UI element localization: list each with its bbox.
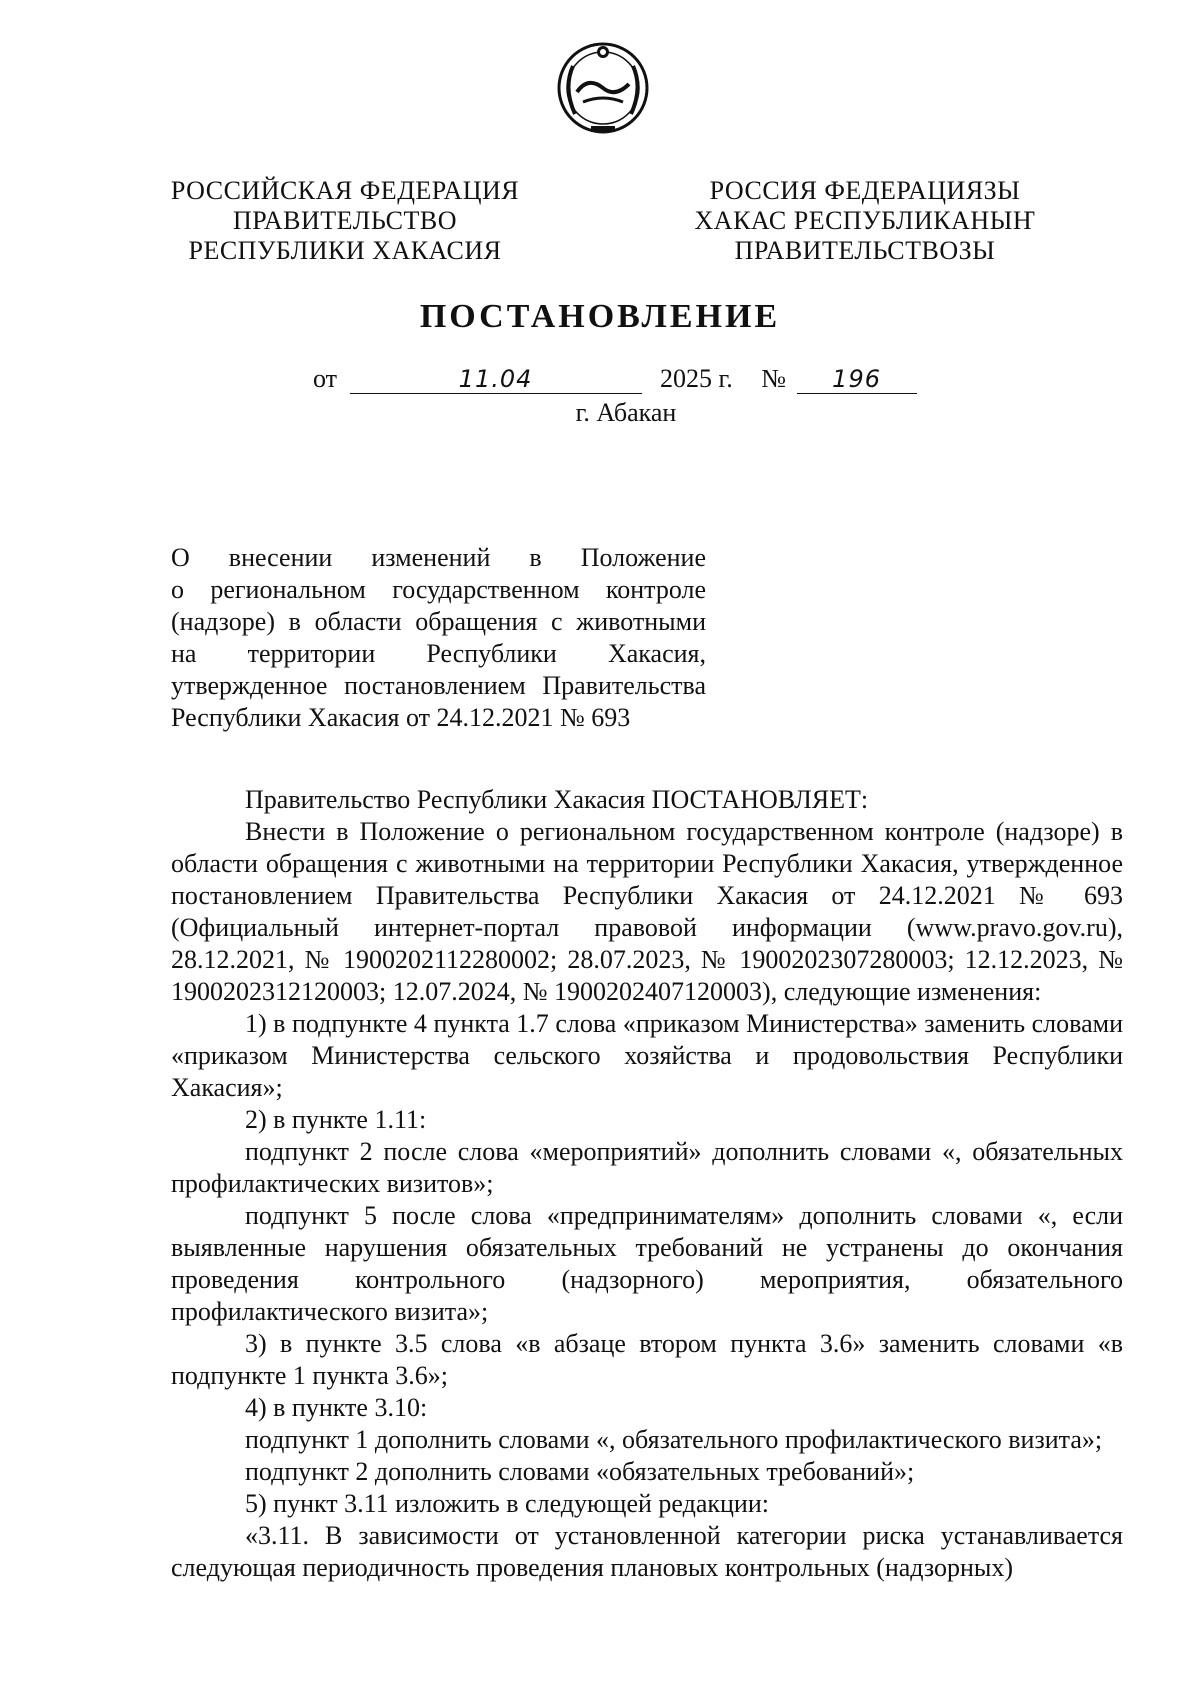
header-right-line: РОССИЯ ФЕДЕРАЦИЯЗЫ bbox=[709, 176, 1021, 205]
paragraph: «3.11. В зависимости от установленной категории риска устанавливается следующая периодичность проведения плановых контрольных (надзорных) bbox=[171, 1521, 1123, 1582]
header-left-line: РЕСПУБЛИКИ ХАКАСИЯ bbox=[188, 236, 502, 265]
from-label: от bbox=[313, 364, 338, 393]
city: г. Абакан bbox=[575, 398, 677, 427]
header-right-line: ПРАВИТЕЛЬСТВОЗЫ bbox=[734, 236, 996, 265]
paragraph: подпункт 1 дополнить словами «, обязательного профилактического визита»; bbox=[245, 1425, 1103, 1454]
paragraph: Правительство Республики Хакасия ПОСТАНОВЛЯЕТ: bbox=[245, 785, 869, 814]
subject-block bbox=[171, 542, 706, 734]
number-field: 196 bbox=[797, 365, 917, 394]
header-left bbox=[150, 176, 540, 266]
number-label: № bbox=[761, 364, 787, 393]
subject-line: утвержденное постановлением Правительства bbox=[171, 671, 706, 700]
coat-of-arms-icon bbox=[553, 36, 653, 136]
paragraph: 3) в пункте 3.5 слова «в абзаце втором пункта 3.6» заменить словами «в подпункте 1 пункта 3.6»; bbox=[171, 1329, 1123, 1390]
subject-line: о региональном государственном контроле bbox=[171, 575, 706, 604]
date-field: 11.04 bbox=[350, 365, 642, 394]
paragraph: подпункт 5 после слова «предпринимателям» дополнить словами «, если выявленные нарушения обязательных требований не устранены до окончания проведения контрольного (надзорного) мероприятия, обязательного профилактического визита»; bbox=[171, 1201, 1123, 1326]
paragraph: 2) в пункте 1.11: bbox=[245, 1105, 427, 1134]
paragraph: подпункт 2 после слова «мероприятий» дополнить словами «, обязательных профилактических визитов»; bbox=[171, 1137, 1123, 1198]
subject-line: (надзоре) в области обращения с животными bbox=[171, 607, 706, 636]
document-body bbox=[171, 784, 1123, 1584]
date-line bbox=[313, 364, 917, 394]
paragraph: подпункт 2 дополнить словами «обязательных требований»; bbox=[245, 1457, 915, 1486]
header-right bbox=[680, 176, 1050, 266]
paragraph: Внести в Положение о региональном государственном контроле (надзоре) в области обращения с животными на территории Республики Хакасия, утвержденное постановлением Правительства Республики Хакасия от 24.12.2021 № 693 (Официальный интернет-портал правовой информации (www.pravo.gov.ru), 28.12.2021, № 1900202112280002; 28.07.2023, № 1900202307280003; 12.12.2023, № 1900202312120003; 12.07.2024, № 1900202407120003), следующие изменения: bbox=[171, 817, 1123, 1006]
header-right-line: ХАКАС РЕСПУБЛИКАНЫҤ bbox=[694, 206, 1036, 235]
header-left-line: ПРАВИТЕЛЬСТВО bbox=[233, 206, 457, 235]
header-left-line: РОССИЙСКАЯ ФЕДЕРАЦИЯ bbox=[170, 176, 520, 205]
paragraph: 4) в пункте 3.10: bbox=[245, 1393, 428, 1422]
document-title: ПОСТАНОВЛЕНИЕ bbox=[419, 298, 781, 335]
subject-line: Республики Хакасия от 24.12.2021 № 693 bbox=[171, 703, 631, 732]
paragraph: 1) в подпункте 4 пункта 1.7 слова «приказом Министерства» заменить словами «приказом Министерства сельского хозяйства и продовольствия Республики Хакасия»; bbox=[171, 1009, 1123, 1102]
subject-line: на территории Республики Хакасия, bbox=[171, 639, 706, 668]
paragraph: 5) пункт 3.11 изложить в следующей редакции: bbox=[245, 1489, 769, 1518]
subject-line: О внесении изменений в Положение bbox=[171, 543, 706, 572]
year-label: 2025 г. bbox=[660, 364, 733, 393]
